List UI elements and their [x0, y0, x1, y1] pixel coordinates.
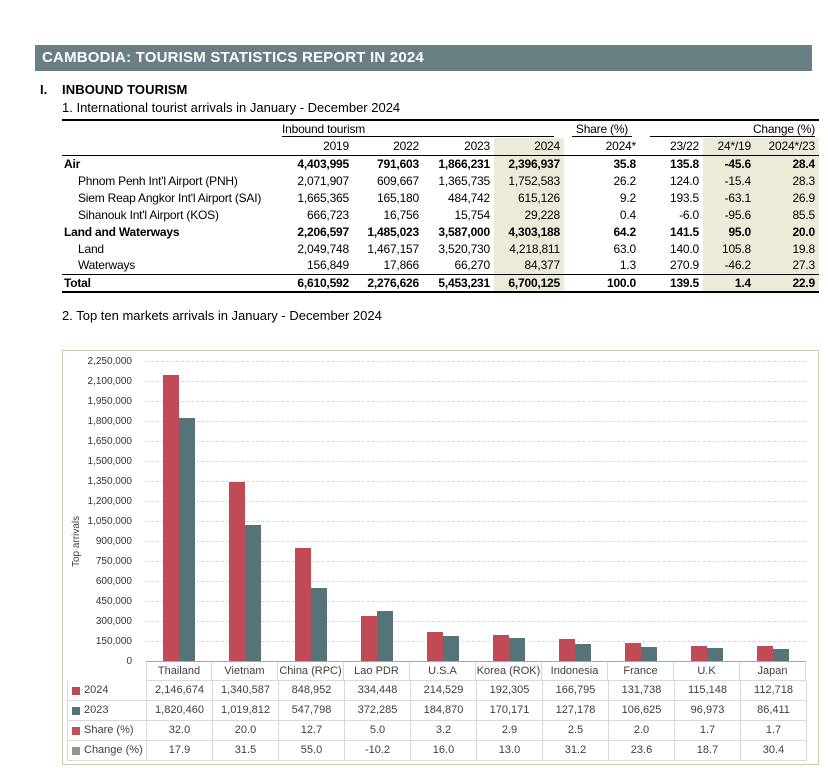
cell: 64.2 — [613, 224, 636, 239]
col-header-23-22: 23/22 — [640, 138, 703, 155]
chart-table-value: 131,738 — [609, 681, 675, 701]
chart-table-value: 2,146,674 — [147, 681, 213, 701]
chart-table-value: 112,718 — [741, 681, 807, 701]
chart-table-value: 31.2 — [543, 741, 609, 761]
group-header-inbound: Inbound tourism — [280, 120, 564, 138]
chart-data-table — [67, 681, 806, 761]
table-group-header-row — [62, 120, 819, 138]
legend-swatch-icon — [72, 707, 80, 715]
chart-table-value: 12.7 — [279, 721, 345, 741]
bar-2023 — [575, 644, 591, 661]
cell: -15.4 — [724, 173, 751, 188]
y-tick-label: 300,000 — [95, 616, 132, 627]
bar-group-Japan — [740, 361, 806, 661]
col-header-share-2024: 2024* — [564, 138, 640, 155]
legend-swatch-icon — [72, 727, 80, 735]
cell: 270.9 — [669, 258, 699, 273]
table-row-pnh — [62, 172, 819, 189]
chart-table-value: 31.5 — [213, 741, 279, 761]
chart-table-value: 1,019,812 — [213, 701, 279, 721]
bar-2023 — [311, 588, 327, 661]
cell: -63.1 — [724, 190, 751, 205]
bar-series — [146, 361, 806, 661]
cell: 29,228 — [524, 207, 560, 222]
y-tick-label: 1,800,000 — [87, 416, 132, 427]
col-header-24-19: 24*/19 — [703, 138, 755, 155]
col-header-2023: 2023 — [423, 138, 494, 155]
row-label: Land and Waterways — [64, 224, 180, 239]
cell: -45.6 — [724, 156, 751, 171]
legend-text: Share (%) — [84, 724, 134, 736]
cell: 2,049,748 — [297, 241, 349, 256]
cell: 139.5 — [640, 274, 703, 292]
cell: 26.9 — [792, 190, 815, 205]
bar-2023 — [707, 648, 723, 661]
cell: 35.8 — [613, 156, 636, 171]
table-row-land — [62, 240, 819, 257]
chart-table-value: 30.4 — [741, 741, 807, 761]
bar-2023 — [377, 611, 393, 661]
legend-text: 2023 — [84, 704, 109, 716]
cell: 28.3 — [792, 173, 815, 188]
group-header-change: Change (%) — [640, 120, 819, 138]
chart-table-value: 18.7 — [675, 741, 741, 761]
bar-2023 — [443, 636, 459, 661]
cell: -6.0 — [679, 207, 699, 222]
cell: -46.2 — [724, 258, 751, 273]
col-header-2019: 2019 — [280, 138, 353, 155]
bar-2024 — [361, 616, 377, 661]
y-axis-tick-labels — [63, 356, 138, 667]
bar-group-Korea (ROK) — [476, 361, 542, 661]
chart-table-value: 13.0 — [477, 741, 543, 761]
row-label: Waterways — [78, 258, 136, 273]
y-tick-label: 1,500,000 — [87, 456, 132, 467]
cell: 27.3 — [792, 258, 815, 273]
cell: 100.0 — [564, 274, 640, 292]
table-row-waterways — [62, 257, 819, 274]
row-label: Sihanouk Int'l Airport (KOS) — [78, 207, 219, 222]
cell: 1,752,583 — [508, 173, 560, 188]
row-label: Siem Reap Angkor Int'l Airport (SAI) — [78, 190, 262, 205]
chart-table-value: 192,305 — [477, 681, 543, 701]
cell: 15,754 — [454, 207, 490, 222]
legend-text: Change (%) — [84, 744, 143, 756]
bar-group-China (RPC) — [278, 361, 344, 661]
cell: 124.0 — [669, 173, 699, 188]
chart-table-value: 106,625 — [609, 701, 675, 721]
cell: 26.2 — [613, 173, 636, 188]
report-title: CAMBODIA: TOURISM STATISTICS REPORT IN 2024 — [42, 49, 424, 66]
bar-2023 — [641, 647, 657, 661]
bar-2024 — [163, 375, 179, 661]
y-tick-label: 750,000 — [95, 556, 132, 567]
chart-table-value: 5.0 — [345, 721, 411, 741]
cell: 4,218,811 — [509, 241, 560, 256]
cell: 20.0 — [792, 224, 815, 239]
cell: 1,365,735 — [438, 173, 490, 188]
bar-2024 — [757, 646, 773, 661]
chart-table-value: 20.0 — [213, 721, 279, 741]
bar-group-Thailand — [146, 361, 212, 661]
y-tick-label: 150,000 — [95, 636, 132, 647]
cell: 484,742 — [448, 190, 490, 205]
row-label: Land — [78, 241, 104, 256]
cell: 5,453,231 — [423, 274, 494, 292]
y-tick-label: 0 — [126, 656, 132, 667]
bar-2024 — [559, 639, 575, 661]
col-header-2024-23: 2024*/23 — [755, 138, 819, 155]
chart-table-value: 127,178 — [543, 701, 609, 721]
chart-table-value: 372,285 — [345, 701, 411, 721]
y-tick-label: 900,000 — [95, 536, 132, 547]
chart-table-value: 170,171 — [477, 701, 543, 721]
cell: 156,849 — [307, 258, 349, 273]
chart-table-value: 55.0 — [279, 741, 345, 761]
bar-group-France — [608, 361, 674, 661]
bar-2023 — [773, 649, 789, 661]
cell: 1,866,231 — [438, 156, 490, 171]
bar-2023 — [179, 418, 195, 661]
col-header-2022: 2022 — [353, 138, 423, 155]
cell: 22.9 — [755, 274, 819, 292]
bar-group-U.S.A — [410, 361, 476, 661]
cell: 9.2 — [619, 190, 636, 205]
y-tick-label: 2,250,000 — [87, 356, 132, 367]
group-header-share: Share (%) — [564, 120, 640, 138]
cell: 2,276,626 — [353, 274, 423, 292]
category-label: Vietnam — [212, 662, 278, 681]
cell: -95.6 — [724, 207, 751, 222]
cell: 609,667 — [377, 173, 419, 188]
chart-table-value: 848,952 — [279, 681, 345, 701]
y-axis-title: Top arrivals — [71, 515, 82, 567]
category-label: Indonesia — [542, 662, 608, 681]
chart-table-value: 184,870 — [411, 701, 477, 721]
chart-plot-area — [146, 361, 806, 661]
cell — [62, 120, 280, 138]
cell: 6,700,125 — [494, 274, 564, 292]
chart-table-value: 96,973 — [675, 701, 741, 721]
cell: 666,723 — [307, 207, 349, 222]
cell: 84,377 — [524, 258, 560, 273]
cell: 95.0 — [728, 224, 751, 239]
chart-table-value: 334,448 — [345, 681, 411, 701]
legend-swatch-icon — [72, 687, 80, 695]
table-row-sai — [62, 189, 819, 206]
cell: 1,467,157 — [367, 241, 419, 256]
cell: 85.5 — [792, 207, 815, 222]
row-label: Phnom Penh Int'l Airport (PNH) — [78, 173, 238, 188]
table-column-header-row — [62, 138, 819, 155]
chart-table-value: -10.2 — [345, 741, 411, 761]
chart-table-value: 547,798 — [279, 701, 345, 721]
chart-table-value: 3.2 — [411, 721, 477, 741]
chart-table-value: 115,148 — [675, 681, 741, 701]
cell: 3,587,000 — [438, 224, 490, 239]
cell: 3,520,730 — [438, 241, 490, 256]
chart-table-value: 1.7 — [741, 721, 807, 741]
cell: 165,180 — [377, 190, 419, 205]
bar-2023 — [245, 525, 261, 661]
table-row-land-waterways — [62, 223, 819, 240]
bar-2023 — [509, 638, 525, 661]
cell: 6,610,592 — [280, 274, 353, 292]
cell: 193.5 — [669, 190, 699, 205]
bar-group-Vietnam — [212, 361, 278, 661]
chart-table-value: 2.0 — [609, 721, 675, 741]
y-tick-label: 1,350,000 — [87, 476, 132, 487]
category-label: Korea (ROK) — [476, 662, 542, 681]
bar-2024 — [691, 646, 707, 661]
report-title-bar — [35, 45, 812, 71]
chart-table-value: 86,411 — [741, 701, 807, 721]
table-row-kos — [62, 206, 819, 223]
cell: 19.8 — [792, 241, 815, 256]
category-label: Lao PDR — [344, 662, 410, 681]
cell: 615,126 — [518, 190, 560, 205]
cell: 16,756 — [383, 207, 419, 222]
bar-2024 — [427, 632, 443, 661]
chart-table-value: 32.0 — [147, 721, 213, 741]
chart-table-value: 23.6 — [609, 741, 675, 761]
bar-group-Lao PDR — [344, 361, 410, 661]
cell: 135.8 — [669, 156, 699, 171]
bar-2024 — [229, 482, 245, 661]
cell: 1,485,023 — [367, 224, 419, 239]
bar-2024 — [295, 548, 311, 661]
cell: 4,403,995 — [297, 156, 349, 171]
top-markets-bar-chart — [62, 350, 819, 765]
bar-2024 — [625, 643, 641, 661]
legend-label-Change (%) — [68, 741, 147, 761]
cell: 4,303,188 — [508, 224, 560, 239]
chart-table-value: 16.0 — [411, 741, 477, 761]
row-label: Air — [64, 156, 81, 171]
table-row-total — [62, 274, 819, 292]
chart-table-value: 2.5 — [543, 721, 609, 741]
legend-text: 2024 — [84, 684, 109, 696]
subsection-1-title: 1. International tourist arrivals in January - December 2024 — [62, 100, 401, 115]
inbound-tourism-table — [62, 119, 819, 293]
category-label: Thailand — [146, 662, 212, 681]
category-label: U.S.A — [410, 662, 476, 681]
cell: 28.4 — [792, 156, 815, 171]
table-row-air — [62, 155, 819, 172]
bar-2024 — [493, 635, 509, 661]
cell: 66,270 — [454, 258, 490, 273]
cell: 791,603 — [377, 156, 419, 171]
section-number: I. — [40, 82, 48, 97]
cell: 2,206,597 — [297, 224, 349, 239]
x-axis-category-labels — [146, 661, 806, 681]
cell: 63.0 — [613, 241, 636, 256]
cell: 17,866 — [383, 258, 419, 273]
y-tick-label: 1,050,000 — [87, 516, 132, 527]
category-label: France — [608, 662, 674, 681]
y-tick-label: 2,100,000 — [87, 376, 132, 387]
category-label: U.K — [674, 662, 740, 681]
legend-label-2023 — [68, 701, 147, 721]
legend-label-2024 — [68, 681, 147, 701]
chart-table-value: 2.9 — [477, 721, 543, 741]
cell: 2,071,907 — [297, 173, 349, 188]
y-tick-label: 450,000 — [95, 596, 132, 607]
legend-swatch-icon — [72, 747, 80, 755]
y-tick-label: 1,950,000 — [87, 396, 132, 407]
y-tick-label: 600,000 — [95, 576, 132, 587]
cell: 105.8 — [721, 241, 751, 256]
row-label: Total — [62, 274, 280, 292]
y-tick-label: 1,200,000 — [87, 496, 132, 507]
legend-label-Share (%) — [68, 721, 147, 741]
bar-group-Indonesia — [542, 361, 608, 661]
col-header-2024: 2024 — [494, 138, 564, 155]
cell: 1,665,365 — [297, 190, 349, 205]
cell — [62, 138, 280, 155]
cell: 1.3 — [619, 258, 636, 273]
chart-table-value: 214,529 — [411, 681, 477, 701]
subsection-2-title: 2. Top ten markets arrivals in January - December 2024 — [62, 308, 382, 323]
cell: 1.4 — [703, 274, 755, 292]
chart-table-value: 1,340,587 — [213, 681, 279, 701]
bar-group-U.K — [674, 361, 740, 661]
chart-table-value: 1.7 — [675, 721, 741, 741]
chart-table-value: 166,795 — [543, 681, 609, 701]
cell: 0.4 — [619, 207, 636, 222]
section-title: INBOUND TOURISM — [62, 82, 188, 97]
category-label: Japan — [740, 662, 806, 681]
chart-table-value: 17.9 — [147, 741, 213, 761]
cell: 140.0 — [669, 241, 699, 256]
chart-table-value: 1,820,460 — [147, 701, 213, 721]
y-tick-label: 1,650,000 — [87, 436, 132, 447]
cell: 141.5 — [669, 224, 699, 239]
cell: 2,396,937 — [508, 156, 560, 171]
category-label: China (RPC) — [278, 662, 344, 681]
